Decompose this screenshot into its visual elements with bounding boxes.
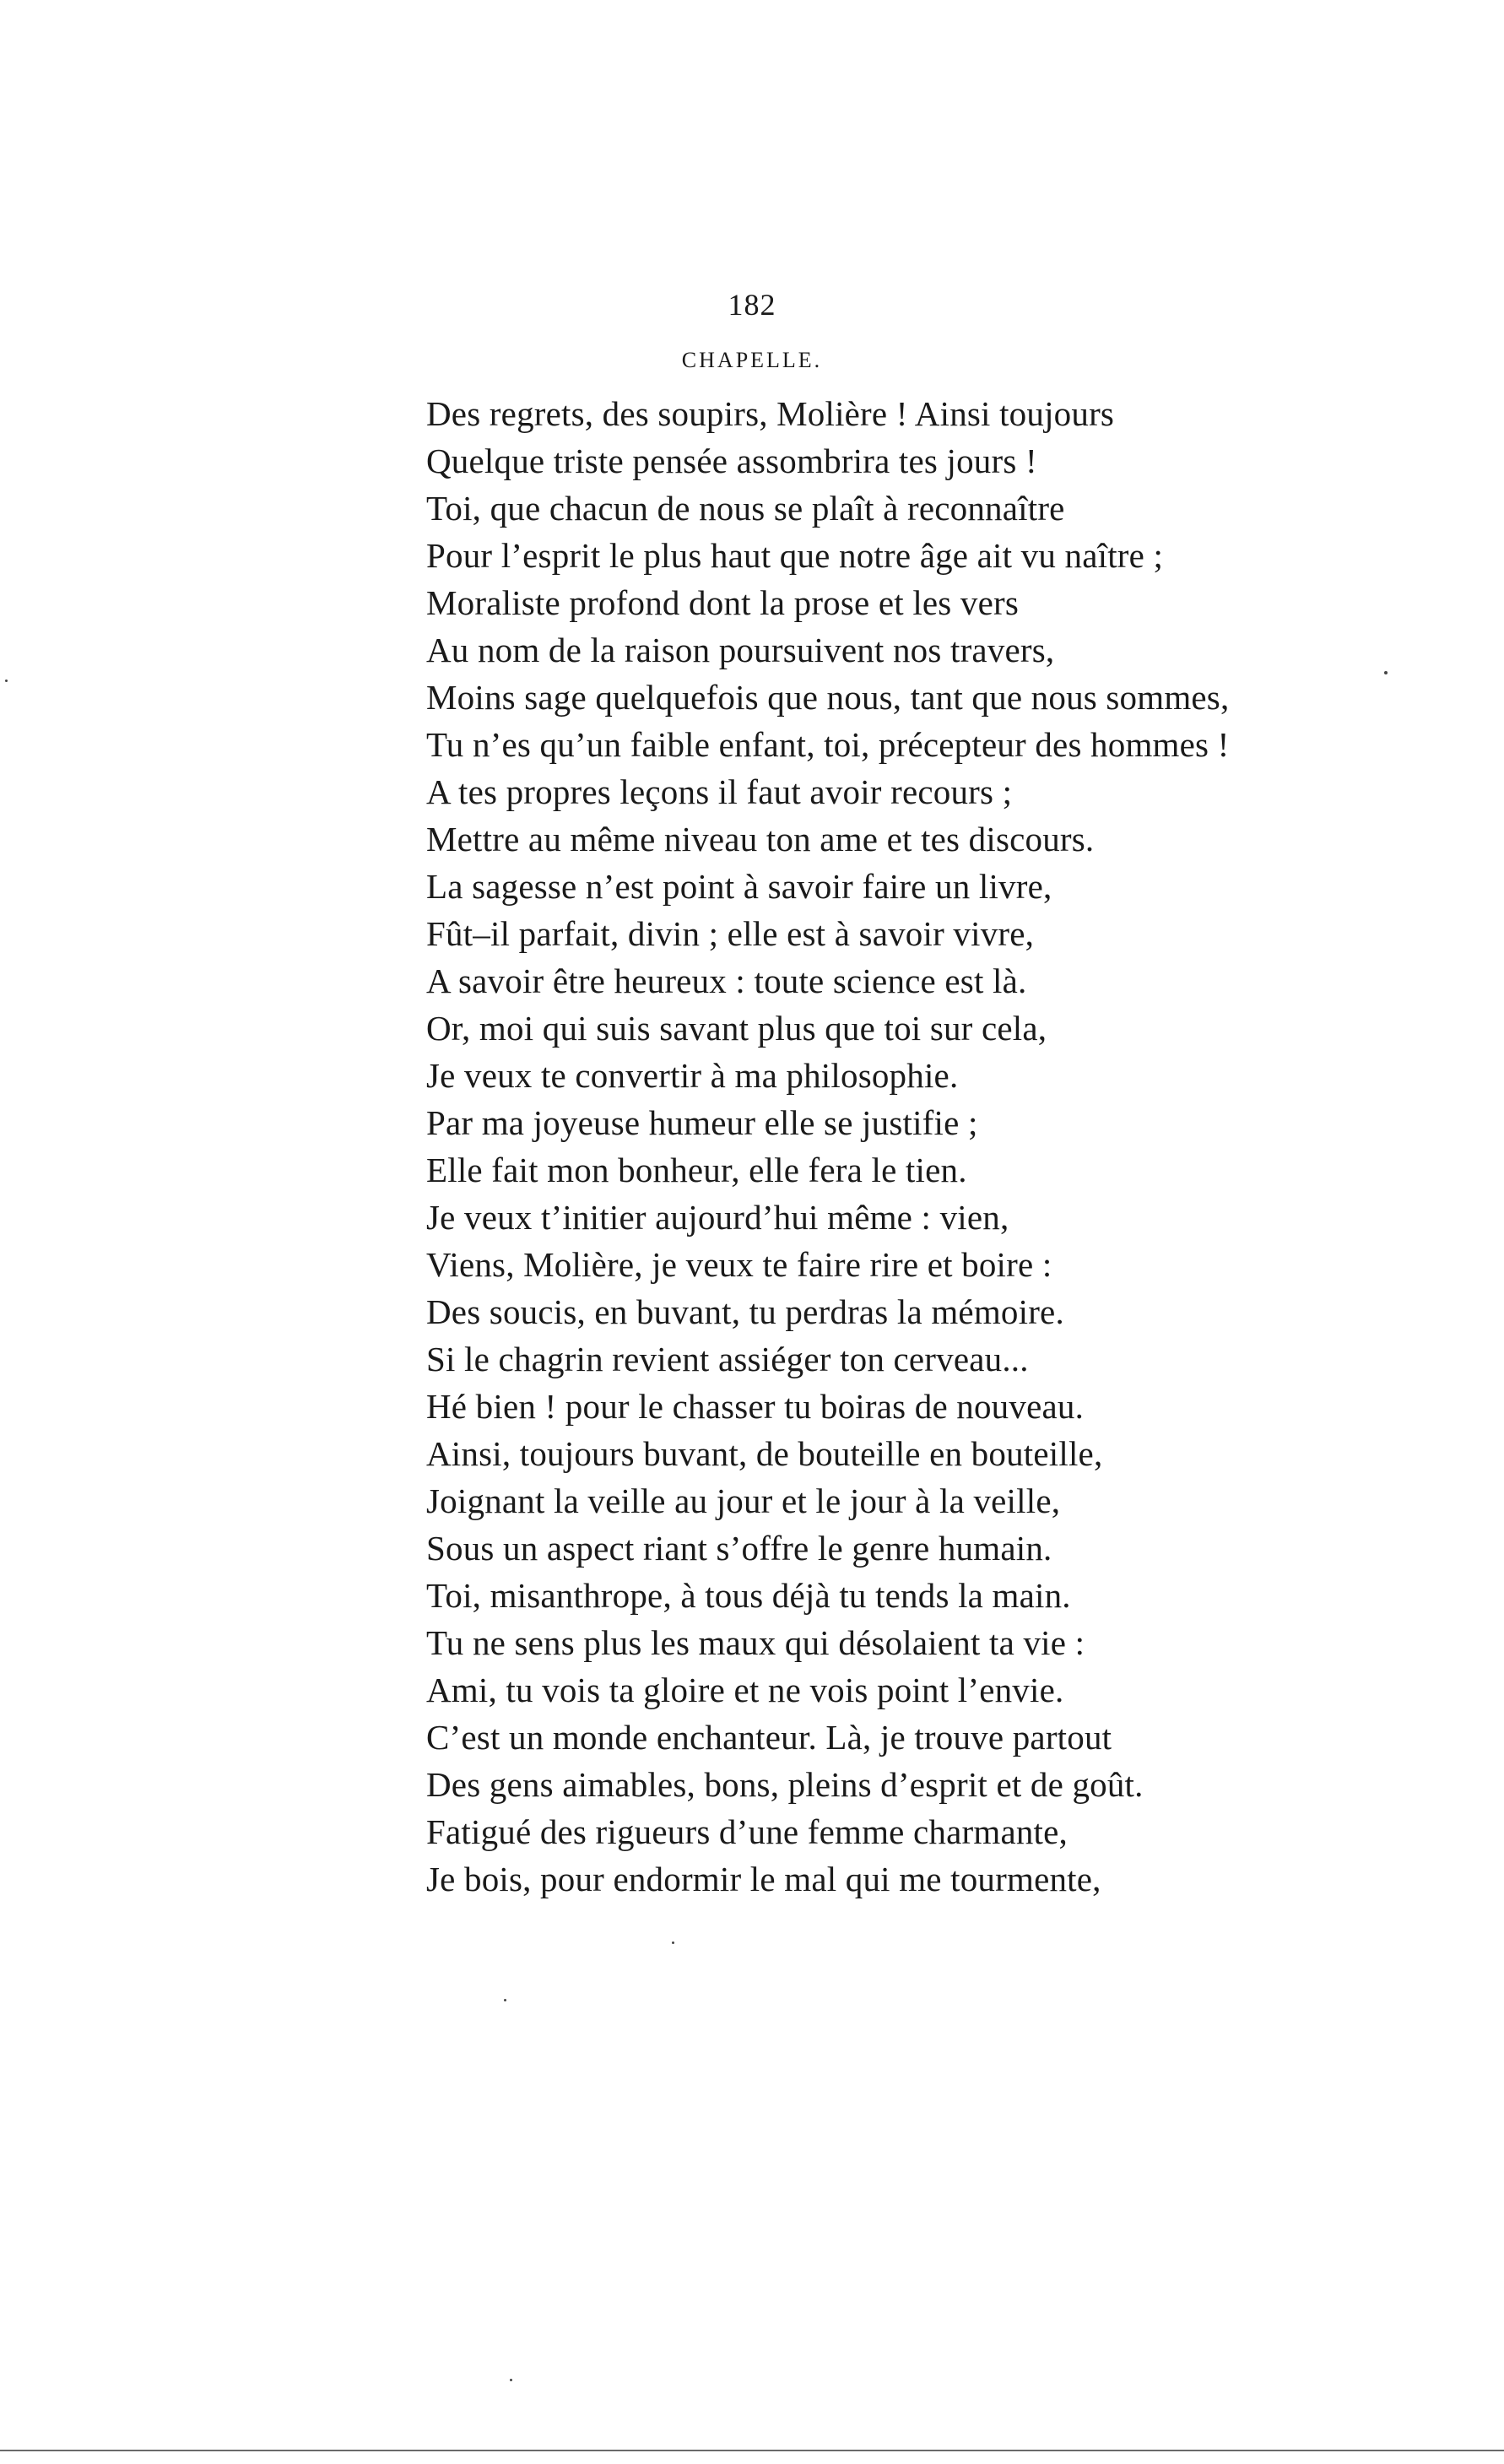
verse-line: Tu n’es qu’un faible enfant, toi, précepteur des hommes ! <box>426 725 1230 764</box>
verse-line: Joignant la veille au jour et le jour à la veille, <box>426 1481 1061 1520</box>
verse-line: Moraliste profond dont la prose et les vers <box>426 583 1020 622</box>
verse-line: Je bois, pour endormir le mal qui me tourmente, <box>426 1860 1101 1898</box>
verse-line: Au nom de la raison poursuivent nos travers, <box>426 631 1055 669</box>
verse-line: A savoir être heureux : toute science est là. <box>426 961 1027 1000</box>
paper-speck <box>510 2379 512 2381</box>
verse-line: Pour l’esprit le plus haut que notre âge ait vu naître ; <box>426 536 1164 575</box>
verse-line: Ainsi, toujours buvant, de bouteille en bouteille, <box>426 1434 1103 1473</box>
verse-line: Quelque triste pensée assombrira tes jours ! <box>426 441 1037 480</box>
verse-line: Viens, Molière, je veux te faire rire et boire : <box>426 1245 1052 1284</box>
scan-edge-rule <box>0 2450 1504 2451</box>
verse-line: Des soucis, en buvant, tu perdras la mémoire. <box>426 1292 1064 1331</box>
verse-line: C’est un monde enchanteur. Là, je trouve partout <box>426 1718 1112 1757</box>
verse-line: La sagesse n’est point à savoir faire un livre, <box>426 867 1052 906</box>
verse-line: Fût–il parfait, divin ; elle est à savoir vivre, <box>426 914 1035 953</box>
paper-speck <box>504 1999 506 2001</box>
verse-line: Par ma joyeuse humeur elle se justifie ; <box>426 1103 978 1142</box>
verse-line: Toi, que chacun de nous se plaît à reconnaître <box>426 489 1065 528</box>
verse-line: A tes propres leçons il faut avoir recours ; <box>426 772 1013 811</box>
verse-line: Fatigué des rigueurs d’une femme charmante, <box>426 1812 1068 1851</box>
verse-line: Des regrets, des soupirs, Molière ! Ainsi toujours <box>426 394 1115 433</box>
verse-line: Je veux te convertir à ma philosophie. <box>426 1056 959 1095</box>
verse-line: Moins sage quelquefois que nous, tant que nous sommes, <box>426 678 1230 717</box>
verse-line: Ami, tu vois ta gloire et ne vois point l’envie. <box>426 1671 1064 1709</box>
poem-verses <box>426 390 1270 1903</box>
verse-line: Hé bien ! pour le chasser tu boiras de nouveau. <box>426 1387 1085 1426</box>
verse-line: Or, moi qui suis savant plus que toi sur cela, <box>426 1009 1047 1048</box>
paper-speck <box>1384 671 1388 674</box>
verse-line: Elle fait mon bonheur, elle fera le tien. <box>426 1151 967 1189</box>
verse-line: Des gens aimables, bons, pleins d’esprit et de goût. <box>426 1765 1144 1804</box>
verse-line: Toi, misanthrope, à tous déjà tu tends la main. <box>426 1576 1071 1615</box>
verse-line: Tu ne sens plus les maux qui désolaient ta vie : <box>426 1623 1085 1662</box>
speaker-heading: CHAPELLE. <box>681 348 823 372</box>
paper-speck <box>5 680 8 682</box>
paper-speck <box>672 1941 674 1944</box>
verse-line: Sous un aspect riant s’offre le genre humain. <box>426 1529 1052 1568</box>
verse-line: Si le chagrin revient assiéger ton cerveau... <box>426 1340 1029 1378</box>
verse-line: Je veux t’initier aujourd’hui même : vien, <box>426 1198 1009 1237</box>
verse-line: Mettre au même niveau ton ame et tes discours. <box>426 820 1095 858</box>
page-number: 182 <box>728 288 776 322</box>
